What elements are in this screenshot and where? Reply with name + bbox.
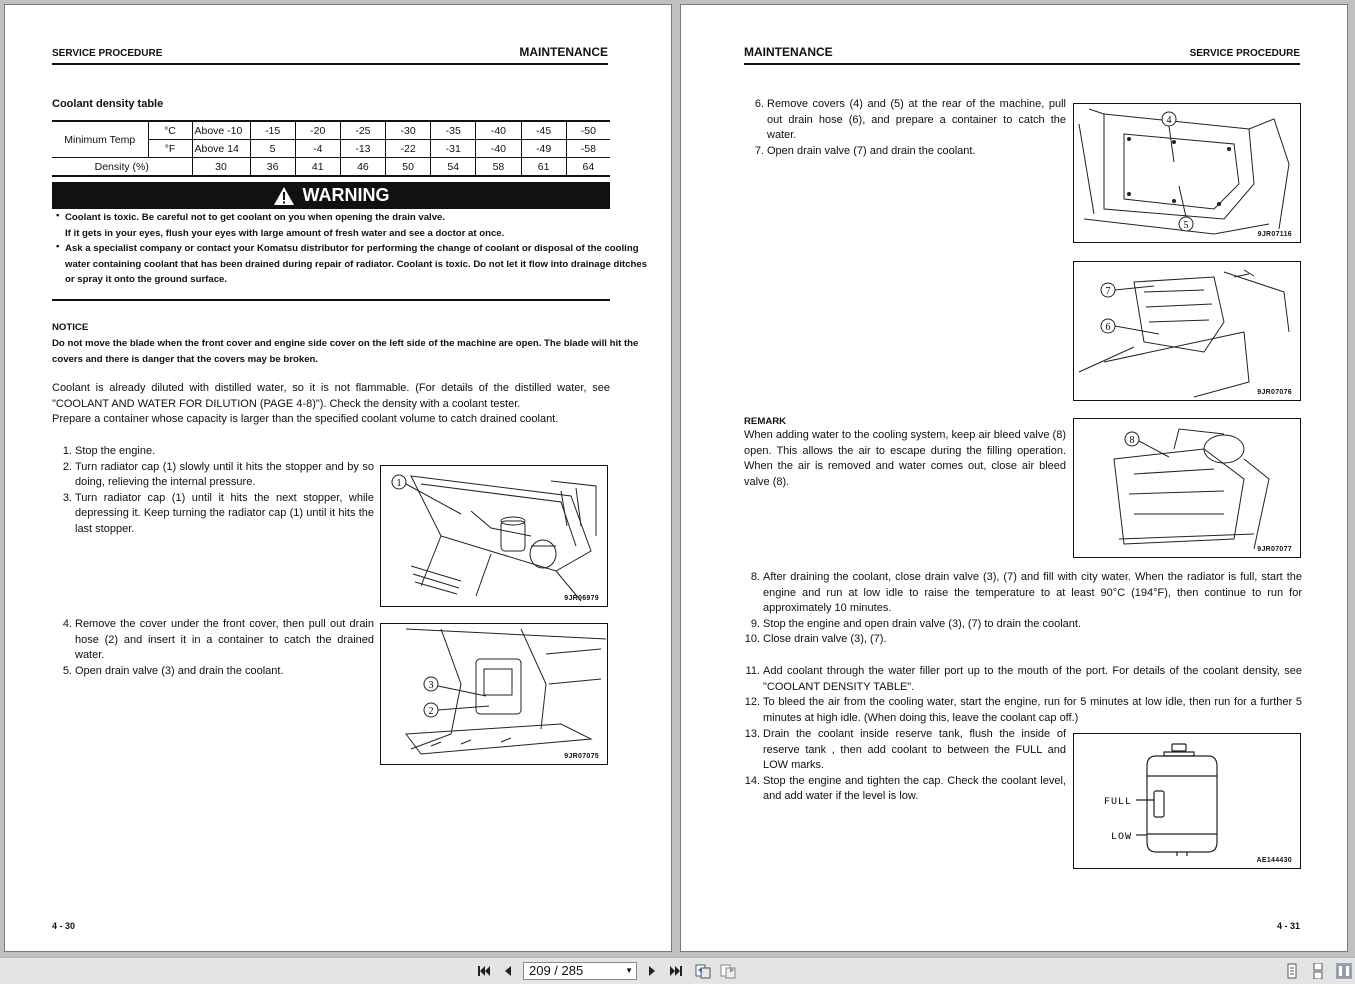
- go-back-icon[interactable]: [695, 963, 711, 979]
- table-cell: Above -10: [192, 121, 250, 140]
- list-item: [56, 444, 374, 460]
- figure-code: AE144430: [1256, 857, 1292, 864]
- table-cell: -4: [295, 140, 340, 158]
- table-cell: 50: [386, 158, 431, 177]
- go-forward-icon[interactable]: [720, 963, 736, 979]
- page-indicator: 209 / 285: [529, 963, 584, 978]
- step-text: After draining the coolant, close drain valve (3), (7) and fill with city water. When the radiator is full, start the engine and run at low idle to raise the temperature to at least 90°C (194°F), then continue to run for approximately 10 minutes.: [763, 571, 1302, 615]
- warning-title: WARNING: [302, 185, 390, 205]
- table-cell: -45: [521, 121, 566, 140]
- next-page-icon[interactable]: [644, 963, 660, 979]
- list-item: [744, 774, 1066, 805]
- step-text: Open drain valve (7) and drain the coolant.: [767, 144, 976, 157]
- drain-hose-figure: [1073, 261, 1301, 401]
- drain-valve-illustration: [381, 624, 607, 764]
- previous-page-icon[interactable]: [500, 963, 516, 979]
- coolant-density-table: [52, 120, 610, 177]
- step-text: To bleed the air from the cooling water, start the engine, run for 5 minutes at low idle, then run for a further 5 minutes at high idle. (When doing this, leave the coolant cap off.): [763, 696, 1302, 724]
- low-mark-label: LOW: [1110, 832, 1132, 843]
- table-cell: -31: [431, 140, 476, 158]
- header-left: MAINTENANCE: [744, 45, 833, 59]
- header-right: SERVICE PROCEDURE: [1189, 48, 1300, 59]
- callout-label: 6: [1105, 322, 1111, 333]
- air-bleed-illustration: [1074, 419, 1300, 557]
- bullet-icon: •: [56, 241, 60, 252]
- notice-title: NOTICE: [52, 322, 89, 333]
- table-cell: 41: [295, 158, 340, 177]
- divider: [52, 299, 610, 301]
- step-text: Drain the coolant inside reserve tank, flush the inside of reserve tank , then add coolant to between the FULL and LOW marks.: [763, 728, 1066, 772]
- table-cell: Above 14: [192, 140, 250, 158]
- steps-list-3: [748, 97, 1066, 159]
- bullet-icon: •: [56, 210, 60, 221]
- figure-code: 9JR06979: [564, 595, 599, 602]
- radiator-cap-figure: [380, 465, 608, 607]
- right-page: [680, 4, 1348, 952]
- list-item: [56, 491, 374, 538]
- step-number: 1.: [62, 445, 72, 457]
- notice-line: Do not move the blade when the front cover and engine side cover on the left side of the machine are open. The blade will hit the: [52, 338, 639, 349]
- list-item: [744, 695, 1302, 726]
- last-page-icon[interactable]: [668, 963, 684, 979]
- warning-triangle-icon: [273, 186, 295, 206]
- notice-line: covers and there is danger that the covers may be broken.: [52, 353, 319, 365]
- step-number: 10.: [744, 633, 760, 646]
- page-number-select[interactable]: [523, 962, 637, 980]
- table-cell: -35: [431, 121, 476, 140]
- warning-line: water containing coolant that has been drained during repair of radiator. Coolant is toxic. Do not let it flow into drainage ditches: [65, 258, 648, 270]
- step-number: 6.: [754, 98, 764, 110]
- rear-covers-figure: [1073, 103, 1301, 243]
- list-item: [744, 617, 1302, 633]
- drain-valve-figure: [380, 623, 608, 765]
- page-header: [52, 43, 608, 65]
- steps-list-2: [56, 617, 374, 679]
- intro-line: "COOLANT AND WATER FOR DILUTION (PAGE 4-8)"). Check the density with a coolant tester.: [52, 397, 521, 410]
- intro-paragraph: [52, 381, 610, 428]
- callout-label: 4: [1166, 115, 1172, 126]
- list-item: [748, 144, 1066, 160]
- table-cell: -49: [521, 140, 566, 158]
- step-number: 9.: [750, 617, 760, 630]
- step-text: Close drain valve (3), (7).: [763, 633, 887, 646]
- table-cell: 46: [340, 158, 385, 177]
- warning-line: or spray it onto the ground surface.: [65, 274, 228, 286]
- step-text: Stop the engine and open drain valve (3), (7) to drain the coolant.: [763, 617, 1081, 630]
- list-item: [748, 97, 1066, 144]
- steps-list-6: [744, 727, 1066, 805]
- table-title: Coolant density table: [52, 98, 164, 110]
- table-cell: -13: [340, 140, 385, 158]
- step-number: 11.: [745, 665, 760, 677]
- drain-hose-illustration: [1074, 262, 1300, 400]
- unit-fahrenheit: °F: [148, 140, 192, 158]
- list-item: [56, 617, 374, 664]
- warning-item: [65, 241, 647, 288]
- density-label: Density (%): [52, 158, 192, 177]
- step-number: 2.: [62, 460, 72, 473]
- callout-label: 1: [396, 478, 402, 489]
- figure-code: 9JR07077: [1257, 546, 1292, 553]
- header-right: MAINTENANCE: [519, 45, 608, 59]
- list-item: [56, 460, 374, 491]
- step-number: 3.: [62, 491, 72, 504]
- list-item: [56, 664, 374, 680]
- step-text: Turn radiator cap (1) slowly until it hits the stopper and by so doing, relieving the internal pressure.: [75, 460, 374, 489]
- table-row: [52, 158, 610, 177]
- figure-code: 9JR07075: [564, 753, 599, 760]
- page-header: [744, 43, 1300, 65]
- table-cell: -50: [566, 121, 610, 140]
- step-text: Remove the cover under the front cover, then pull out drain hose (2) and insert it in a container to catch the drained water.: [75, 618, 374, 662]
- first-page-icon[interactable]: [476, 963, 492, 979]
- figure-code: 9JR07076: [1257, 389, 1292, 396]
- table-cell: -30: [386, 121, 431, 140]
- callout-label: 2: [428, 706, 434, 717]
- table-cell: -20: [295, 121, 340, 140]
- reserve-tank-illustration: [1074, 734, 1300, 868]
- step-number: 8.: [750, 571, 760, 583]
- table-cell: 58: [476, 158, 521, 177]
- warning-line: If it gets in your eyes, flush your eyes with large amount of fresh water and see a doctor at once.: [65, 227, 505, 239]
- two-page-view-icon[interactable]: [1336, 963, 1352, 979]
- table-cell: -58: [566, 140, 610, 158]
- step-text: Add coolant through the water filler port up to the mouth of the port. For details of the coolant density, see "COOLANT DENSITY TABLE".: [763, 665, 1302, 693]
- remark-title: REMARK: [744, 416, 787, 427]
- intro-line: Prepare a container whose capacity is larger than the specified coolant volume to catch drained coolant.: [52, 413, 559, 426]
- remark-text: When adding water to the cooling system, keep air bleed valve (8) open. This allows the air to escape during the filling operation. When the air is removed and water comes out, close air bleed valve (8).: [744, 429, 1066, 488]
- steps-list-5: [744, 664, 1302, 726]
- step-number: 12.: [744, 696, 760, 709]
- table-cell: 36: [250, 158, 295, 177]
- step-text: Open drain valve (3) and drain the coolant.: [75, 664, 284, 677]
- steps-list-4: [744, 570, 1302, 648]
- intro-line: Coolant is already diluted with distilled water, so it is not flammable. (For details of the distilled water, see: [52, 382, 610, 394]
- step-number: 7.: [754, 144, 764, 157]
- table-cell: 54: [431, 158, 476, 177]
- step-number: 4.: [62, 618, 72, 630]
- warning-item: [65, 210, 504, 241]
- min-temp-label: Minimum Temp: [52, 121, 148, 158]
- warning-line: Ask a specialist company or contact your Komatsu distributor for performing the change of coolant or disposal of the cooling: [65, 243, 639, 254]
- callout-label: 5: [1183, 220, 1189, 231]
- continuous-view-icon[interactable]: [1310, 963, 1326, 979]
- rear-covers-illustration: [1074, 104, 1300, 242]
- table-cell: -40: [476, 140, 521, 158]
- reserve-tank-figure: [1073, 733, 1301, 869]
- step-text: Remove covers (4) and (5) at the rear of the machine, pull out drain hose (6), and prepare a container to catch the water.: [767, 98, 1066, 142]
- table-cell: -22: [386, 140, 431, 158]
- list-item: [744, 632, 1302, 648]
- list-item: [744, 570, 1302, 617]
- callout-label: 8: [1129, 435, 1135, 446]
- step-text: Stop the engine and tighten the cap. Check the coolant level, and add water if the level is low.: [763, 774, 1066, 803]
- table-cell: -15: [250, 121, 295, 140]
- table-row: [52, 121, 610, 140]
- warning-banner: [52, 182, 610, 209]
- list-item: [744, 727, 1066, 774]
- table-cell: 64: [566, 158, 610, 177]
- header-left: SERVICE PROCEDURE: [52, 48, 163, 59]
- viewer-toolbar: [0, 957, 1355, 984]
- figure-code: 9JR07116: [1257, 231, 1292, 238]
- chevron-down-icon: ▼: [625, 966, 633, 975]
- step-number: 14.: [744, 774, 760, 787]
- table-cell: 61: [521, 158, 566, 177]
- callout-label: 3: [428, 680, 434, 691]
- list-item: [744, 664, 1302, 695]
- air-bleed-figure: [1073, 418, 1301, 558]
- warning-line: Coolant is toxic. Be careful not to get coolant on you when opening the drain valve.: [65, 212, 446, 223]
- single-page-view-icon[interactable]: [1284, 963, 1300, 979]
- step-text: Turn radiator cap (1) until it hits the next stopper, while depressing it. Keep turning the radiator cap (1) until it hits the last stopper.: [75, 491, 374, 535]
- left-page: [4, 4, 672, 952]
- table-cell: -25: [340, 121, 385, 140]
- full-mark-label: FULL: [1103, 797, 1132, 808]
- table-cell: -40: [476, 121, 521, 140]
- step-number: 13.: [744, 728, 760, 740]
- callout-label: 7: [1105, 286, 1111, 297]
- notice-text: [52, 336, 638, 367]
- radiator-cap-illustration: [381, 466, 607, 606]
- unit-celsius: °C: [148, 121, 192, 140]
- page-number: 4 - 30: [52, 921, 76, 931]
- step-text: Stop the engine.: [75, 445, 156, 457]
- step-number: 5.: [62, 664, 72, 677]
- table-cell: 5: [250, 140, 295, 158]
- table-cell: 30: [192, 158, 250, 177]
- page-number: 4 - 31: [1276, 921, 1300, 931]
- steps-list-1: [56, 444, 374, 538]
